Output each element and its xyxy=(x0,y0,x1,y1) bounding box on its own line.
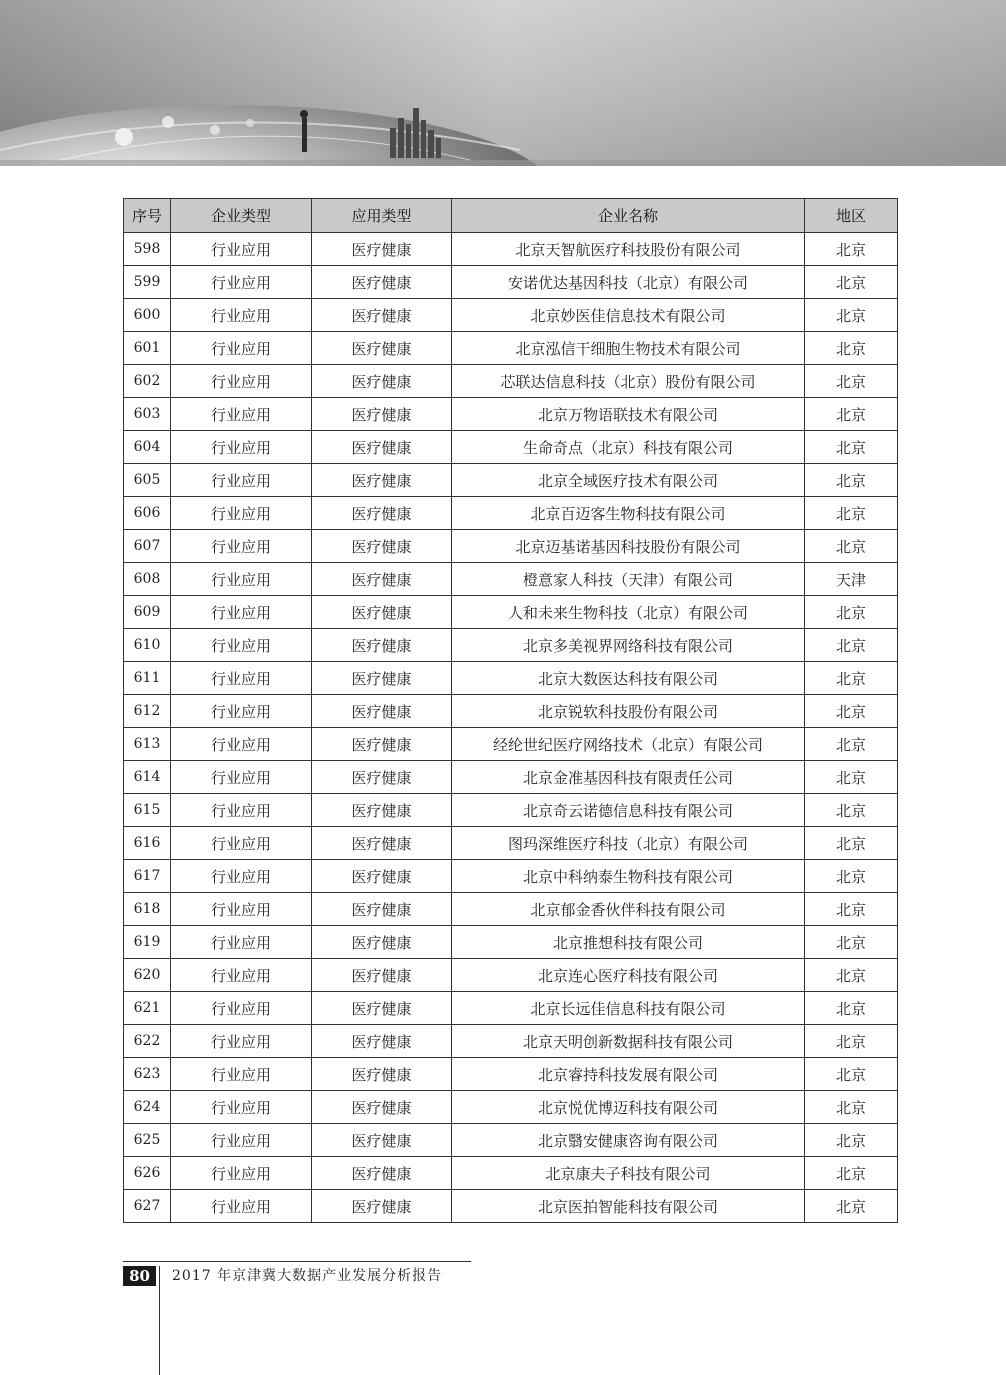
region-cell: 北京 xyxy=(805,497,898,530)
table-row xyxy=(124,1157,898,1190)
table-row xyxy=(124,563,898,596)
table-row xyxy=(124,893,898,926)
application-type-cell: 医疗健康 xyxy=(312,926,452,959)
company-name-cell: 北京医拍智能科技有限公司 xyxy=(452,1190,805,1223)
company-type-cell: 行业应用 xyxy=(171,299,312,332)
row-number-cell: 613 xyxy=(124,728,171,761)
company-name-cell: 北京中科纳泰生物科技有限公司 xyxy=(452,860,805,893)
region-cell: 北京 xyxy=(805,728,898,761)
application-type-cell: 医疗健康 xyxy=(312,992,452,1025)
table-row xyxy=(124,233,898,266)
row-number-cell: 619 xyxy=(124,926,171,959)
row-number-cell: 606 xyxy=(124,497,171,530)
company-name-cell: 北京郁金香伙伴科技有限公司 xyxy=(452,893,805,926)
company-name-cell: 北京悦优博迈科技有限公司 xyxy=(452,1091,805,1124)
row-number-cell: 611 xyxy=(124,662,171,695)
application-type-cell: 医疗健康 xyxy=(312,431,452,464)
company-name-cell: 北京睿持科技发展有限公司 xyxy=(452,1058,805,1091)
application-type-cell: 医疗健康 xyxy=(312,761,452,794)
region-cell: 北京 xyxy=(805,530,898,563)
company-name-cell: 图玛深维医疗科技（北京）有限公司 xyxy=(452,827,805,860)
table-row xyxy=(124,959,898,992)
company-type-cell: 行业应用 xyxy=(171,629,312,662)
application-type-cell: 医疗健康 xyxy=(312,629,452,662)
company-type-cell: 行业应用 xyxy=(171,926,312,959)
company-name-cell: 北京连心医疗科技有限公司 xyxy=(452,959,805,992)
table-row xyxy=(124,860,898,893)
company-type-cell: 行业应用 xyxy=(171,596,312,629)
region-cell: 北京 xyxy=(805,464,898,497)
company-name-cell: 芯联达信息科技（北京）股份有限公司 xyxy=(452,365,805,398)
company-name-cell: 北京奇云诺德信息科技有限公司 xyxy=(452,794,805,827)
company-name-cell: 北京万物语联技术有限公司 xyxy=(452,398,805,431)
row-number-cell: 607 xyxy=(124,530,171,563)
company-type-cell: 行业应用 xyxy=(171,431,312,464)
row-number-cell: 617 xyxy=(124,860,171,893)
application-type-cell: 医疗健康 xyxy=(312,893,452,926)
application-type-cell: 医疗健康 xyxy=(312,1190,452,1223)
table-row xyxy=(124,332,898,365)
company-type-cell: 行业应用 xyxy=(171,794,312,827)
header-cell: 企业名称 xyxy=(452,199,805,233)
company-type-cell: 行业应用 xyxy=(171,365,312,398)
company-name-cell: 北京百迈客生物科技有限公司 xyxy=(452,497,805,530)
region-cell: 北京 xyxy=(805,365,898,398)
table-row xyxy=(124,497,898,530)
region-cell: 北京 xyxy=(805,827,898,860)
company-type-cell: 行业应用 xyxy=(171,1025,312,1058)
region-cell: 北京 xyxy=(805,860,898,893)
company-name-cell: 北京锐软科技股份有限公司 xyxy=(452,695,805,728)
application-type-cell: 医疗健康 xyxy=(312,959,452,992)
region-cell: 北京 xyxy=(805,299,898,332)
company-name-cell: 北京天明创新数据科技有限公司 xyxy=(452,1025,805,1058)
company-type-cell: 行业应用 xyxy=(171,464,312,497)
company-type-cell: 行业应用 xyxy=(171,959,312,992)
page-number: 80 xyxy=(123,1266,156,1286)
application-type-cell: 医疗健康 xyxy=(312,563,452,596)
header-cell: 地区 xyxy=(805,199,898,233)
row-number-cell: 615 xyxy=(124,794,171,827)
row-number-cell: 600 xyxy=(124,299,171,332)
row-number-cell: 599 xyxy=(124,266,171,299)
row-number-cell: 608 xyxy=(124,563,171,596)
application-type-cell: 医疗健康 xyxy=(312,695,452,728)
application-type-cell: 医疗健康 xyxy=(312,1157,452,1190)
company-name-cell: 人和未来生物科技（北京）有限公司 xyxy=(452,596,805,629)
table-row xyxy=(124,365,898,398)
company-type-cell: 行业应用 xyxy=(171,332,312,365)
application-type-cell: 医疗健康 xyxy=(312,1058,452,1091)
company-type-cell: 行业应用 xyxy=(171,662,312,695)
company-type-cell: 行业应用 xyxy=(171,1124,312,1157)
row-number-cell: 626 xyxy=(124,1157,171,1190)
company-name-cell: 北京全域医疗技术有限公司 xyxy=(452,464,805,497)
header-cell: 序号 xyxy=(124,199,171,233)
application-type-cell: 医疗健康 xyxy=(312,365,452,398)
company-name-cell: 北京推想科技有限公司 xyxy=(452,926,805,959)
company-name-cell: 橙意家人科技（天津）有限公司 xyxy=(452,563,805,596)
company-name-cell: 北京长远佳信息科技有限公司 xyxy=(452,992,805,1025)
row-number-cell: 618 xyxy=(124,893,171,926)
header-cell: 应用类型 xyxy=(312,199,452,233)
application-type-cell: 医疗健康 xyxy=(312,497,452,530)
company-type-cell: 行业应用 xyxy=(171,992,312,1025)
row-number-cell: 623 xyxy=(124,1058,171,1091)
region-cell: 北京 xyxy=(805,431,898,464)
company-table xyxy=(123,198,898,1223)
company-name-cell: 北京翳安健康咨询有限公司 xyxy=(452,1124,805,1157)
region-cell: 北京 xyxy=(805,662,898,695)
application-type-cell: 医疗健康 xyxy=(312,332,452,365)
table-row xyxy=(124,662,898,695)
company-type-cell: 行业应用 xyxy=(171,893,312,926)
company-type-cell: 行业应用 xyxy=(171,1157,312,1190)
region-cell: 北京 xyxy=(805,695,898,728)
row-number-cell: 609 xyxy=(124,596,171,629)
company-type-cell: 行业应用 xyxy=(171,827,312,860)
table-row xyxy=(124,728,898,761)
row-number-cell: 621 xyxy=(124,992,171,1025)
company-name-cell: 北京泓信干细胞生物技术有限公司 xyxy=(452,332,805,365)
application-type-cell: 医疗健康 xyxy=(312,464,452,497)
table-row xyxy=(124,794,898,827)
row-number-cell: 627 xyxy=(124,1190,171,1223)
table-row xyxy=(124,629,898,662)
table-row xyxy=(124,1091,898,1124)
table-row xyxy=(124,398,898,431)
company-name-cell: 经纶世纪医疗网络技术（北京）有限公司 xyxy=(452,728,805,761)
application-type-cell: 医疗健康 xyxy=(312,728,452,761)
table-row xyxy=(124,530,898,563)
region-cell: 北京 xyxy=(805,332,898,365)
company-type-cell: 行业应用 xyxy=(171,497,312,530)
region-cell: 北京 xyxy=(805,761,898,794)
region-cell: 北京 xyxy=(805,959,898,992)
region-cell: 北京 xyxy=(805,1058,898,1091)
row-number-cell: 614 xyxy=(124,761,171,794)
region-cell: 天津 xyxy=(805,563,898,596)
company-name-cell: 北京康夫子科技有限公司 xyxy=(452,1157,805,1190)
application-type-cell: 医疗健康 xyxy=(312,827,452,860)
company-type-cell: 行业应用 xyxy=(171,266,312,299)
table-row xyxy=(124,596,898,629)
company-name-cell: 北京迈基诺基因科技股份有限公司 xyxy=(452,530,805,563)
company-type-cell: 行业应用 xyxy=(171,398,312,431)
company-type-cell: 行业应用 xyxy=(171,233,312,266)
table-row xyxy=(124,1058,898,1091)
row-number-cell: 612 xyxy=(124,695,171,728)
application-type-cell: 医疗健康 xyxy=(312,1124,452,1157)
company-type-cell: 行业应用 xyxy=(171,728,312,761)
company-name-cell: 生命奇点（北京）科技有限公司 xyxy=(452,431,805,464)
row-number-cell: 622 xyxy=(124,1025,171,1058)
application-type-cell: 医疗健康 xyxy=(312,1091,452,1124)
row-number-cell: 605 xyxy=(124,464,171,497)
region-cell: 北京 xyxy=(805,1124,898,1157)
row-number-cell: 603 xyxy=(124,398,171,431)
company-name-cell: 北京多美视界网络科技有限公司 xyxy=(452,629,805,662)
table-row xyxy=(124,464,898,497)
row-number-cell: 616 xyxy=(124,827,171,860)
application-type-cell: 医疗健康 xyxy=(312,1025,452,1058)
table-row xyxy=(124,992,898,1025)
application-type-cell: 医疗健康 xyxy=(312,299,452,332)
company-type-cell: 行业应用 xyxy=(171,1190,312,1223)
company-type-cell: 行业应用 xyxy=(171,860,312,893)
company-name-cell: 北京妙医佳信息技术有限公司 xyxy=(452,299,805,332)
region-cell: 北京 xyxy=(805,1025,898,1058)
region-cell: 北京 xyxy=(805,992,898,1025)
region-cell: 北京 xyxy=(805,794,898,827)
row-number-cell: 602 xyxy=(124,365,171,398)
row-number-cell: 620 xyxy=(124,959,171,992)
row-number-cell: 604 xyxy=(124,431,171,464)
company-name-cell: 北京天智航医疗科技股份有限公司 xyxy=(452,233,805,266)
company-type-cell: 行业应用 xyxy=(171,530,312,563)
table-header-row xyxy=(124,199,898,233)
row-number-cell: 624 xyxy=(124,1091,171,1124)
company-type-cell: 行业应用 xyxy=(171,695,312,728)
region-cell: 北京 xyxy=(805,1091,898,1124)
report-title: 2017 年京津冀大数据产业发展分析报告 xyxy=(172,1268,443,1284)
region-cell: 北京 xyxy=(805,266,898,299)
company-name-cell: 北京金准基因科技有限责任公司 xyxy=(452,761,805,794)
region-cell: 北京 xyxy=(805,893,898,926)
table-row xyxy=(124,761,898,794)
region-cell: 北京 xyxy=(805,1157,898,1190)
region-cell: 北京 xyxy=(805,398,898,431)
table-row xyxy=(124,299,898,332)
application-type-cell: 医疗健康 xyxy=(312,266,452,299)
table-row xyxy=(124,695,898,728)
application-type-cell: 医疗健康 xyxy=(312,233,452,266)
header-cell: 企业类型 xyxy=(171,199,312,233)
footer-divider xyxy=(159,1266,160,1375)
row-number-cell: 601 xyxy=(124,332,171,365)
table-row xyxy=(124,431,898,464)
header-banner xyxy=(0,0,1006,166)
company-type-cell: 行业应用 xyxy=(171,1058,312,1091)
region-cell: 北京 xyxy=(805,926,898,959)
banner-artwork xyxy=(0,0,1006,166)
company-type-cell: 行业应用 xyxy=(171,1091,312,1124)
row-number-cell: 598 xyxy=(124,233,171,266)
table-row xyxy=(124,827,898,860)
region-cell: 北京 xyxy=(805,596,898,629)
table-row xyxy=(124,266,898,299)
application-type-cell: 医疗健康 xyxy=(312,662,452,695)
table-row xyxy=(124,926,898,959)
company-type-cell: 行业应用 xyxy=(171,761,312,794)
region-cell: 北京 xyxy=(805,1190,898,1223)
application-type-cell: 医疗健康 xyxy=(312,794,452,827)
company-name-cell: 北京大数医达科技有限公司 xyxy=(452,662,805,695)
company-name-cell: 安诺优达基因科技（北京）有限公司 xyxy=(452,266,805,299)
footer-rule xyxy=(123,1261,471,1262)
row-number-cell: 625 xyxy=(124,1124,171,1157)
application-type-cell: 医疗健康 xyxy=(312,596,452,629)
application-type-cell: 医疗健康 xyxy=(312,860,452,893)
region-cell: 北京 xyxy=(805,233,898,266)
table-row xyxy=(124,1124,898,1157)
table-row xyxy=(124,1190,898,1223)
application-type-cell: 医疗健康 xyxy=(312,398,452,431)
application-type-cell: 医疗健康 xyxy=(312,530,452,563)
region-cell: 北京 xyxy=(805,629,898,662)
row-number-cell: 610 xyxy=(124,629,171,662)
company-type-cell: 行业应用 xyxy=(171,563,312,596)
table-row xyxy=(124,1025,898,1058)
